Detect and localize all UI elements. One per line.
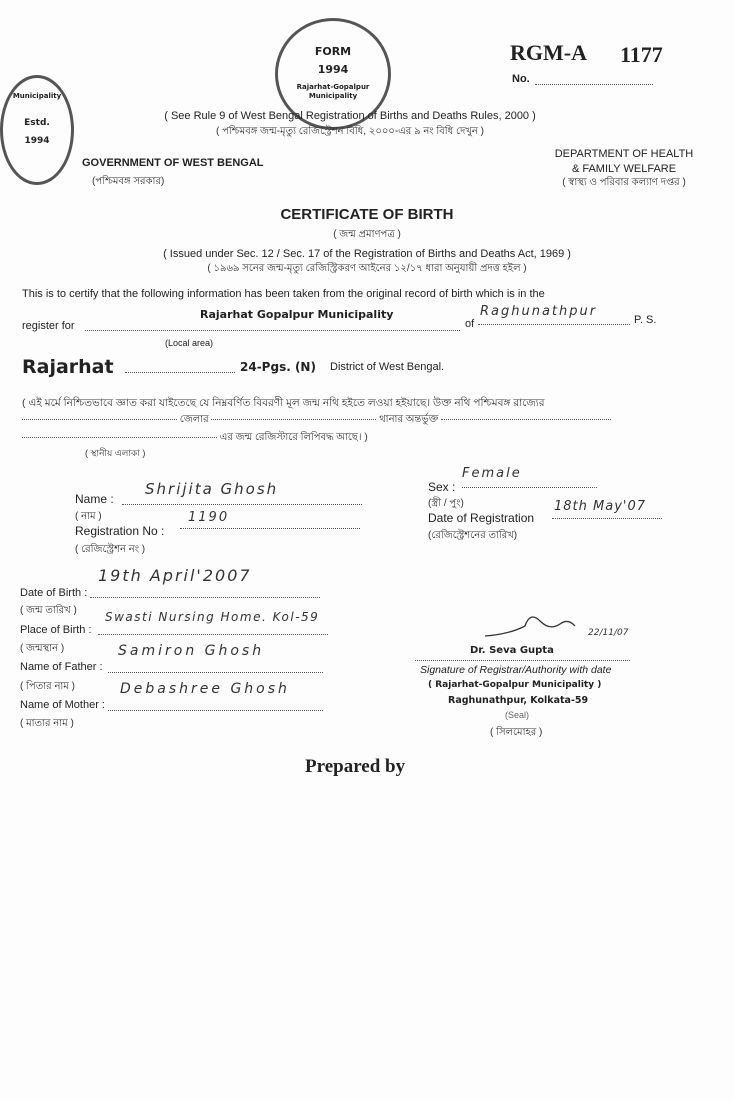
ps-name: Rajarhat	[22, 356, 114, 378]
rule-reference-bengali: ( পশ্চিমবঙ্গ জন্ম-মৃত্যু রেজিস্ট্রেশন বিধি, ২০০০-এর ৯ নং বিধি দেখুন )	[215, 126, 485, 137]
municipal-stamp-top: FORM 1994 Rajarhat-Gopalpur Municipality	[275, 18, 391, 130]
police-station-value: Raghunathpur	[480, 304, 598, 319]
sex-value: Female	[462, 466, 522, 481]
issued-under-bengali: ( ১৯৬৯ সনের জন্ম-মৃত্যু রেজিস্ট্রিকরণ আইনের ১২/১৭ ধারা অনুযায়ী প্রদত্ত হইল )	[207, 263, 527, 274]
department-bengali: ( স্বাস্থ্য ও পরিবার কল্যাণ দপ্তর )	[562, 177, 686, 188]
date-of-birth-value: 19th April'2007	[98, 566, 252, 585]
mother-name-value: Debashree Ghosh	[120, 681, 290, 697]
place-of-birth-value: Swasti Nursing Home. Kol-59	[105, 610, 320, 624]
government-label: GOVERNMENT OF WEST BENGAL	[82, 157, 264, 169]
registration-date-value: 18th May'07	[554, 499, 647, 514]
issued-under: ( Issued under Sec. 12 / Sec. 17 of the Registration of Births and Deaths Act, 1969 )	[163, 248, 571, 260]
prepared-by: Prepared by	[305, 756, 406, 777]
no-label: No.	[512, 73, 530, 85]
certify-line: This is to certify that the following information has been taken from the original record of birth which is in the	[22, 288, 545, 300]
registration-number-value: 1190	[188, 510, 230, 525]
certificate-title-bengali: ( জন্ম প্রমাণপত্র )	[333, 229, 401, 240]
rule-reference: ( See Rule 9 of West Bengal Registration of Births and Deaths Rules, 2000 )	[164, 110, 536, 122]
department-line2: & FAMILY WELFARE	[571, 163, 677, 175]
local-area-value: Rajarhat Gopalpur Municipality	[200, 308, 394, 321]
father-name-value: Samiron Ghosh	[118, 643, 265, 659]
serial-number: 1177	[620, 42, 663, 67]
signature-date: 22/11/07	[588, 628, 629, 638]
bengali-paragraph: ( এই মর্মে নিশ্চিতভাবে জ্ঞাত করা যাইতেছে যে নিম্নবর্ণিত বিবরণী মূল জন্ম নথি হইতে লওয়া হইয়াছে। উক্ত নথি পশ্চিমবঙ্গ রাজ্যের জেলার থানার অন্তর্ভুক্ত এর জন্ম রেজিস্টারে লিপিবদ্ধ আছে। ) ( স্থানীয় এলাকা )	[22, 396, 712, 459]
municipal-stamp-left: Municipality Estd. 1994	[0, 75, 74, 185]
name-value: Shrijita Ghosh	[145, 480, 279, 498]
district-value: 24-Pgs. (N)	[240, 360, 316, 374]
department-line1: DEPARTMENT OF HEALTH	[554, 148, 694, 160]
form-code: RGM-A	[510, 40, 587, 65]
registrar-name-stamp: Dr. Seva Gupta	[470, 645, 554, 656]
certificate-title: CERTIFICATE OF BIRTH	[280, 206, 454, 223]
department-block	[534, 147, 714, 189]
government-label-bengali: (পশ্চিমবঙ্গ সরকার)	[92, 176, 165, 187]
registrar-signature	[480, 606, 580, 646]
